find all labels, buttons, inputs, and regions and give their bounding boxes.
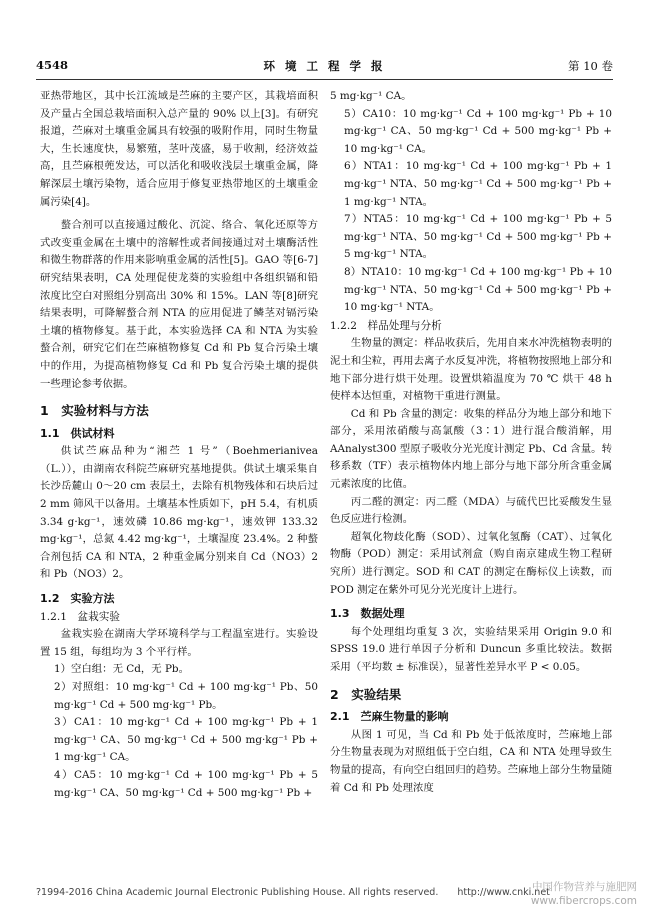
treatment-item: 1）空白组：无 Cd，无 Pb。 — [54, 663, 189, 676]
subsubsection-heading: 1.2.2 样品处理与分析 — [330, 319, 442, 332]
treatment-item: 8）NTA10：10 mg·kg⁻¹ Cd + 100 mg·kg⁻¹ Pb + 10 mg·kg⁻¹ NTA、50 mg·kg⁻¹ Cd + 500 mg·kg⁻¹ Pb + 10 mg·kg⁻¹ NTA。 — [344, 265, 612, 314]
treatment-item: 4）CA5：10 mg·kg⁻¹ Cd + 100 mg·kg⁻¹ Pb + 5 mg·kg⁻¹ CA、50 mg·kg⁻¹ Cd + 500 mg·kg⁻¹ Pb + — [54, 768, 318, 799]
volume-label: 第 10 卷 — [568, 59, 613, 73]
page-number: 4548 — [36, 58, 69, 72]
paragraph: 盆栽实验在湖南大学环境科学与工程温室进行。实验设置 15 组，每组均为 3 个平行样。 — [40, 628, 318, 658]
watermark-url: www.fibercrops.com — [530, 895, 637, 907]
treatment-item: 3）CA1：10 mg·kg⁻¹ Cd + 100 mg·kg⁻¹ Pb + 1 mg·kg⁻¹ CA、50 mg·kg⁻¹ Cd + 500 mg·kg⁻¹ Pb + 1 mg·kg⁻¹ CA。 — [54, 716, 318, 764]
site-watermark — [531, 880, 637, 908]
running-header — [36, 58, 613, 76]
subsection-heading: 2.1 苎麻生物量的影响 — [330, 710, 449, 724]
treatment-item: 7）NTA5：10 mg·kg⁻¹ Cd + 100 mg·kg⁻¹ Pb + 5 mg·kg⁻¹ NTA、50 mg·kg⁻¹ Cd + 500 mg·kg⁻¹ Pb + 5 mg·kg⁻¹ NTA。 — [344, 213, 612, 261]
subsection-heading: 1.1 供试材料 — [40, 426, 115, 440]
subsection-heading: 1.2 实验方法 — [40, 592, 115, 606]
paragraph: 生物量的测定：样品收获后，先用自来水冲洗植物表明的泥土和尘粒，再用去离子水反复冲洗，将植物按照地上部分和地下部分进行烘干处理。设置烘箱温度为 70 ℃ 烘干 48 h 使样本达恒重，对植物干重进行测量。 — [330, 337, 612, 403]
header-rule — [36, 79, 613, 80]
journal-title: 环 境 工 程 学 报 — [263, 59, 386, 73]
section-heading: 1 实验材料与方法 — [40, 403, 149, 419]
paragraph: 亚热带地区，其中长江流域是苎麻的主要产区，其栽培面积及产量占全国总栽培面积入总产量的 90% 以上[3]。有研究报道，苎麻对土壤重金属具有较强的吸附作用，同时生物量大，生长速度快，易繁殖，茎叶茂盛，易于收割，经济效益高，且苎麻根蔸发达，可以活化和吸收浅层土壤重金属，降解深层土壤污染物，适合应用于修复亚热带地区的土壤重金属污染[4]。 — [40, 90, 318, 208]
treatment-item: 6）NTA1：10 mg·kg⁻¹ Cd + 100 mg·kg⁻¹ Pb + 1 mg·kg⁻¹ NTA、50 mg·kg⁻¹ Cd + 500 mg·kg⁻¹ Pb + 1 mg·kg⁻¹ NTA。 — [344, 160, 612, 208]
left-column — [40, 88, 318, 802]
watermark-line: 中国作物营养与施肥网 — [532, 881, 637, 893]
paragraph: Cd 和 Pb 含量的测定：收集的样品分为地上部分和地下部分，采用浓硝酸与高氯酸（3∶1）进行混合酸消解，用 AAnalyst300 型原子吸收分光光度计测定 Pb、Cd 含量。转移系数（TF）表示植物体内地上部分与地下部分所含重金属元素浓度的比值。 — [330, 407, 612, 491]
paragraph: 丙二醛的测定：丙二醛（MDA）与硫代巴比妥酸发生显色反应进行检测。 — [330, 495, 612, 526]
paragraph: 超氧化物歧化酶（SOD）、过氧化氢酶（CAT）、过氧化物酶（POD）测定：采用试剂盒（购自南京建成生物工程研究所）进行测定。SOD 和 CAT 的测定在酶标仪上读数，而 POD 测定在紫外可见分光光度计上进行。 — [330, 530, 612, 596]
paragraph: 螯合剂可以直接通过酸化、沉淀、络合、氧化还原等方式改变重金属在土壤中的溶解性或者间接通过对土壤酶活性和微生物群落的作用来影响重金属的活性[5]。GAO 等[6-7]研究结果表明，CA 处理促使龙葵的实验组中各组织镉和铅浓度比空白对照组分别高出 30% 和 15%。LAN 等[8]研究结果表明，可降解螯合剂 NTA 的应用促进了鳞茎对镉污染土壤的植物修复。基于此，本实验选择 CA 和 NTA 为实验螯合剂，研究它们在苎麻植物修复 Cd 和 Pb 复合污染土壤中的作用，为提高植物修复 Cd 和 Pb 复合污染土壤的提供一些理论参考依据。 — [40, 219, 318, 390]
section-heading: 2 实验结果 — [330, 686, 402, 702]
subsection-heading: 1.3 数据处理 — [330, 607, 405, 621]
treatment-item: 5）CA10：10 mg·kg⁻¹ Cd + 100 mg·kg⁻¹ Pb + 10 mg·kg⁻¹ CA、50 mg·kg⁻¹ Cd + 500 mg·kg⁻¹ Pb + 10 mg·kg⁻¹ CA。 — [344, 107, 612, 155]
right-column — [330, 88, 612, 797]
treatment-item: 2）对照组：10 mg·kg⁻¹ Cd + 100 mg·kg⁻¹ Pb、50 mg·kg⁻¹ Cd + 500 mg·kg⁻¹ Pb。 — [54, 681, 318, 711]
paragraph: 供试苎麻品种为“湘苎 1 号”（Boehmerianivea（L.）），由湖南农科院苎麻研究基地提供。供试土壤采集自长沙岳麓山 0～20 cm 表层土，去除有机物残体和石块后过 2 mm 筛风干以备用。土壤基本性质如下，pH 5.4，有机质 3.34 g·kg⁻¹，速效磷 10.86 mg·kg⁻¹，速效钾 133.32 mg·kg⁻¹，总氮 4.42 mg·kg⁻¹，土壤湿度 23.4%。2 种螯合剂包括 CA 和 NTA，2 种重金属分别来自 Cd（NO3）2 和 Pb（NO3）2。 — [40, 445, 318, 581]
subsubsection-heading: 1.2.1 盆栽实验 — [40, 610, 120, 623]
paragraph: 从图 1 可见，当 Cd 和 Pb 处于低浓度时，苎麻地上部分生物量表现为对照组低于空白组，CA 和 NTA 处理导致生物量的提高，有向空白组回归的趋势。苎麻地上部分生物量随着 Cd 和 Pb 处理浓度 — [330, 728, 612, 794]
treatment-item: 5 mg·kg⁻¹ CA。 — [330, 90, 412, 102]
copyright-footer: ?1994-2016 China Academic Journal Electronic Publishing House. All rights reserved. http://www.cnki.net — [36, 887, 550, 898]
paragraph: 每个处理组均重复 3 次，实验结果采用 Origin 9.0 和 SPSS 19.0 进行单因子分析和 Duncun 多重比较法。数据采用（平均数 ± 标准误），显著性差异水平 P < 0.05。 — [330, 625, 612, 673]
